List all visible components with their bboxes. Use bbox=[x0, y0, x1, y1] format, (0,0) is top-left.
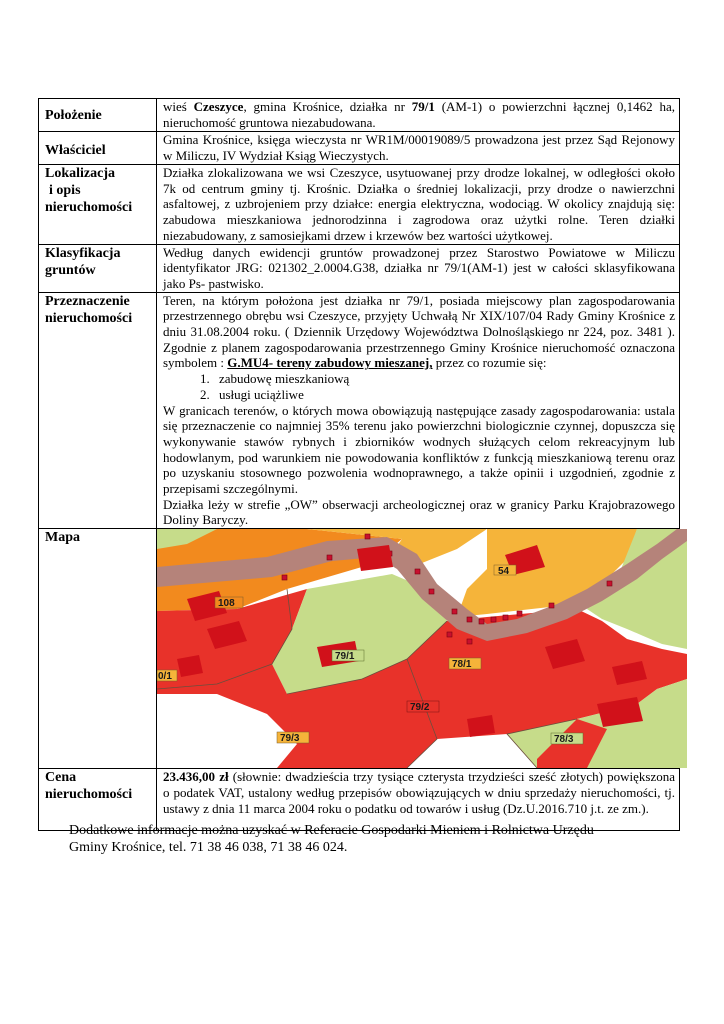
list-item: 1. zabudowę mieszkaniową bbox=[213, 371, 675, 387]
svg-text:79/3: 79/3 bbox=[280, 733, 300, 745]
footer-line: Dodatkowe informacje można uzyskać w Referacie Gospodarki Mieniem i Rolnictwa Urzędu bbox=[69, 823, 594, 838]
row-mapa bbox=[39, 529, 680, 769]
row-przeznaczenie bbox=[39, 292, 680, 529]
village-name: Czeszyce bbox=[193, 99, 244, 114]
value-text: (AM-1) o powierzchni łącznej 0,1462 ha, nieruchomość gruntowa niezabudowana. bbox=[163, 99, 675, 130]
value-polozenie bbox=[157, 99, 680, 132]
label-78-3 bbox=[551, 733, 583, 745]
value-text: wieś bbox=[163, 99, 194, 114]
value-lokalizacja bbox=[157, 165, 680, 245]
label-54 bbox=[494, 565, 516, 577]
svg-text:108: 108 bbox=[218, 598, 235, 610]
svg-text:79/1: 79/1 bbox=[335, 651, 355, 663]
plot-number: 79/1 bbox=[411, 99, 435, 114]
svg-text:0/1: 0/1 bbox=[158, 671, 172, 683]
label-wlasciciel bbox=[39, 132, 157, 165]
svg-text:54: 54 bbox=[498, 566, 510, 578]
label-mapa bbox=[39, 529, 157, 769]
row-lokalizacja bbox=[39, 165, 680, 245]
label-klasyfikacja bbox=[39, 244, 157, 292]
label-78-1 bbox=[449, 658, 481, 670]
value-wlasciciel bbox=[157, 132, 680, 165]
zoning-map bbox=[157, 529, 679, 768]
footer-line: Gminy Krośnice, tel. 71 38 46 038, 71 38 46 024. bbox=[69, 840, 348, 855]
svg-text:79/2: 79/2 bbox=[410, 702, 430, 714]
label-text: Mapa bbox=[45, 530, 80, 546]
value-text: Działka leży w strefie „OW” obserwacji archeologicznej oraz w granicy Parku Krajobrazowego Doliny Baryczy. bbox=[163, 496, 675, 528]
value-przeznaczenie bbox=[157, 292, 680, 529]
label-text: nieruchomości bbox=[45, 310, 133, 326]
row-wlasciciel bbox=[39, 132, 680, 165]
label-text: nieruchomości bbox=[45, 787, 133, 803]
value-mapa bbox=[157, 529, 680, 769]
row-klasyfikacja bbox=[39, 244, 680, 292]
label-79-1 bbox=[332, 650, 364, 662]
label-text: gruntów bbox=[45, 262, 96, 278]
map-image bbox=[157, 529, 687, 768]
property-table bbox=[38, 98, 680, 831]
label-0-1 bbox=[157, 670, 177, 682]
label-text: Lokalizacja bbox=[45, 166, 115, 181]
list-item: 2. usługi uciążliwe bbox=[213, 387, 675, 403]
value-text: przez co rozumie się: bbox=[432, 355, 547, 371]
label-przeznaczenie bbox=[39, 292, 157, 529]
value-text: Działka zlokalizowana we wsi Czeszyce, usytuowanej przy drodze lokalnej, w odległości około 7k od centrum gminy tj. Krośnic. Działka o średniej lokalizacji, przy drodze o nawierzchni asfaltowej, z uzbrojeniem przy działce: energia elektryczna, wodociąg. W okolicy znajdują się: zabudowa mieszkaniowa jednorodzinna i zagrodowa oraz użytki rolne. Teren działki niezabudowany, z samosiejkami drzew i krzewów bez wartości użytkowej. bbox=[163, 165, 675, 243]
label-text: Cena bbox=[45, 770, 77, 786]
value-text: (słownie: dwadzieścia trzy tysiące czterysta trzydzieści sześć złotych) powiększona o podatek VAT, ustalony według przepisów obowiązujących w dniu sprzedaży nieruchomości, tj. ustawy z dnia 11 marca 2004 roku o podatku od towarów i usług (Dz.U.2016.710 j.t. ze zm.). bbox=[163, 769, 676, 816]
value-text: Teren, na którym położona jest działka nr 79/1, posiada miejscowy plan zagospodarowania przestrzennego obrębu wsi Czeszyce, przyjęty Uchwałą Nr XIX/107/04 Rady Gminy Krośnice z dniu 31.08.2004 roku. ( Dziennik Urzędowy Województwa Dolnośląskiego nr 224, poz. 3481 ). Zgodnie z planem zagospodarowania przestrzennego Gminy Krośnice nieruchomość oznaczona symbolem : bbox=[163, 292, 675, 371]
label-text: Położenie bbox=[45, 108, 102, 123]
label-text: nieruchomości bbox=[45, 200, 133, 215]
row-polozenie bbox=[39, 99, 680, 132]
footer-note bbox=[69, 822, 689, 856]
label-text: i opis bbox=[49, 183, 81, 198]
svg-text:78/3: 78/3 bbox=[554, 734, 574, 746]
svg-text:78/1: 78/1 bbox=[452, 659, 472, 671]
label-text: Klasyfikacja bbox=[45, 245, 121, 261]
zoning-symbol: G.MU4- tereny zabudowy mieszanej, bbox=[227, 355, 433, 371]
label-lokalizacja bbox=[39, 165, 157, 245]
price-value: 23.436,00 zł bbox=[163, 769, 229, 785]
label-text: Przeznaczenie bbox=[45, 293, 130, 309]
value-text: , gmina Krośnice, działka nr bbox=[243, 99, 412, 114]
label-108 bbox=[215, 597, 243, 609]
label-79-2 bbox=[407, 701, 439, 713]
label-polozenie bbox=[39, 99, 157, 132]
value-text: Gmina Krośnice, księga wieczysta nr WR1M/00019089/5 prowadzona jest przez Sąd Rejonowy w Miliczu, IV Wydział Ksiąg Wieczystych. bbox=[163, 132, 675, 163]
value-text: Według danych ewidencji gruntów prowadzonej przez Starostwo Powiatowe w Miliczu identyfikator JRG: 021302_2.0004.G38, działka nr 79/1(AM-1) jest w całości sklasyfikowana jako Ps- pastwisko. bbox=[163, 244, 675, 291]
label-text: Właściciel bbox=[45, 143, 106, 158]
value-text: W granicach terenów, o których mowa obowiązują następujące zasady zagospodarowania: ustala się przeznaczenie co najmniej 35% terenu jako powierzchni biologicznie czynnej, dopuszcza się wykonywanie stawów rybnych i zbiorników wodnych służących celom rekreacyjnym lub hodowlanym, pod warunkiem nie powodowania konfliktów z funkcją mieszkaniową terenu oraz po uzyskaniu stosownego pozwolenia wodnoprawnego, a także opinii i uzgodnień, zgodnie z przepisami szczególnymi. bbox=[163, 402, 675, 497]
value-klasyfikacja bbox=[157, 244, 680, 292]
label-79-3 bbox=[277, 732, 309, 744]
zoning-list bbox=[163, 371, 675, 402]
